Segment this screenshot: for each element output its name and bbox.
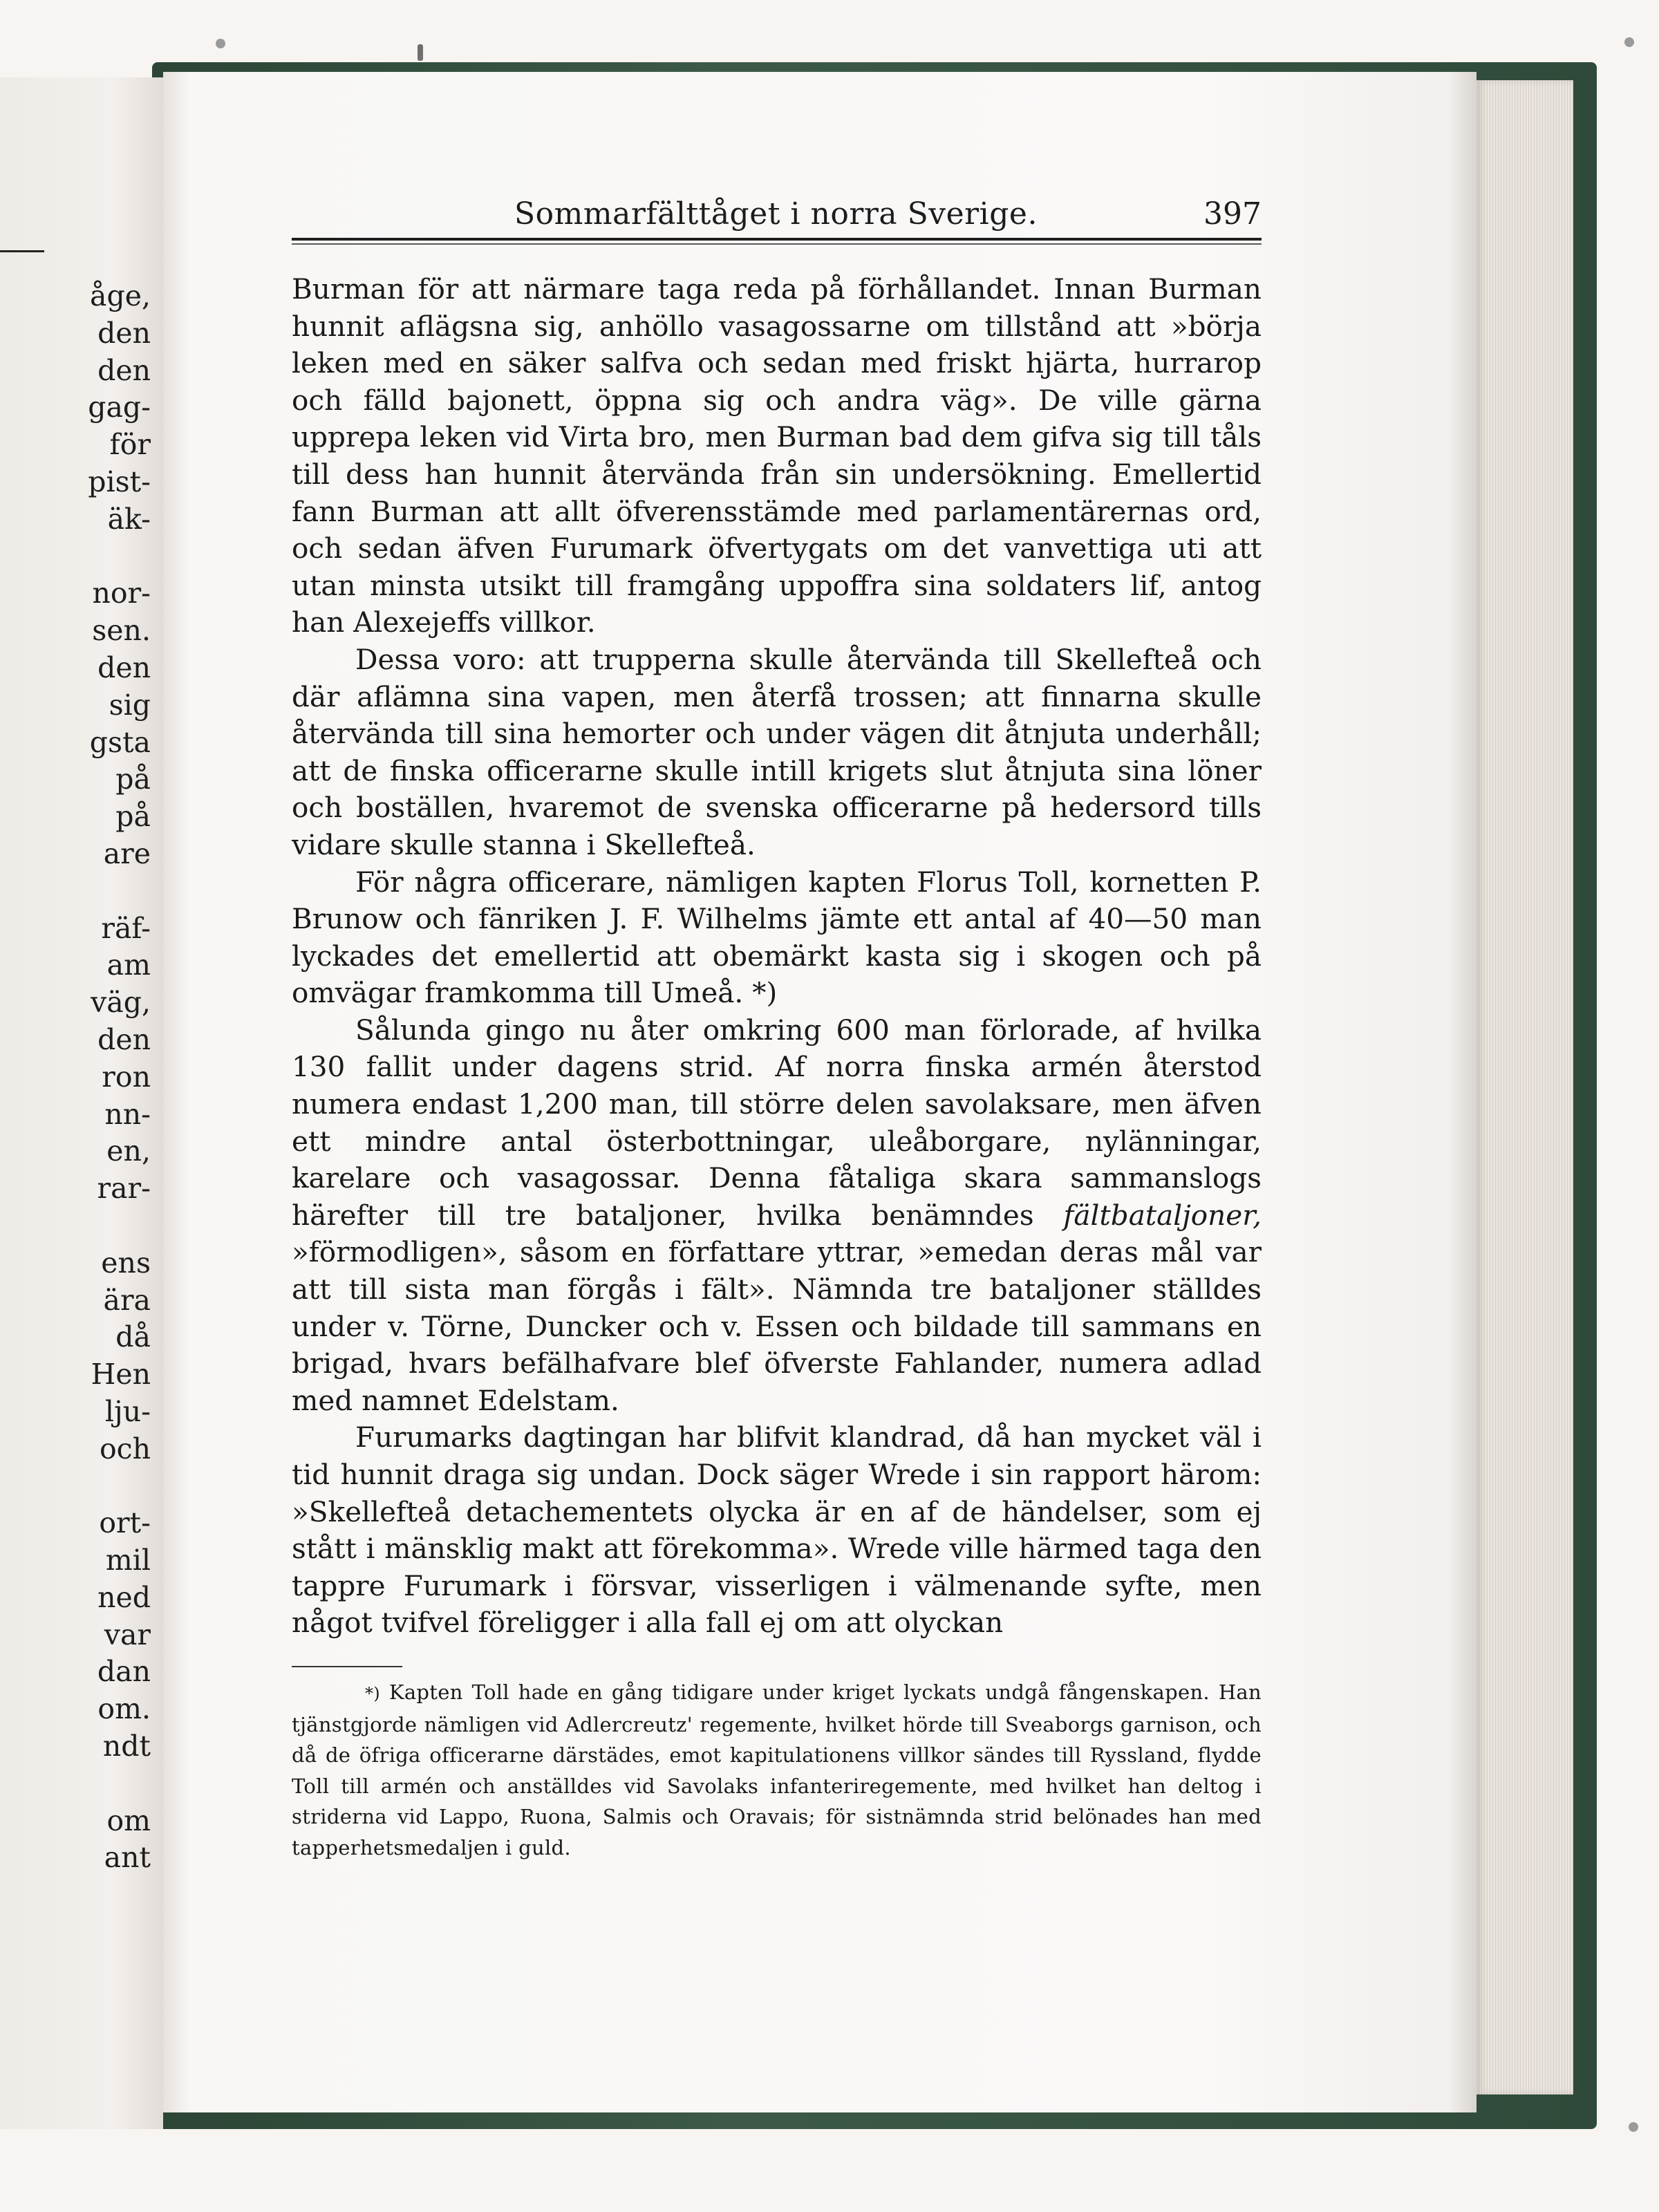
left-page-fragment: nor- (92, 577, 151, 610)
left-page-fragment (88, 873, 151, 910)
left-page-fragment: på (115, 762, 151, 796)
left-page-fragment: Hen (91, 1358, 151, 1391)
left-page-fragment: ort- (99, 1506, 151, 1540)
footnote-mark: *) (365, 1684, 380, 1703)
left-page-fragment: am (106, 948, 151, 982)
paragraph-3 (292, 864, 1262, 1012)
left-page-fragment: pist- (88, 465, 151, 498)
left-page-fragment: sen. (92, 614, 151, 648)
left-page-fragment: ant (104, 1841, 151, 1875)
footnote-rule (292, 1666, 402, 1667)
left-page-fragment (88, 1765, 151, 1803)
page-edges (1477, 80, 1573, 2094)
paragraph-4-text-a: Sålunda gingo nu åter omkring 600 man förlorade, af hvilka 130 fallit under dagens strid. Af norra finska armén återstod numera endast 1,200 man, till större delen savolaksare, men äfven ett mindre antal österbottningar, uleåborgare, nylänningar, karelare och vasagossar. Denna fåtaliga skara sammanslogs härefter till tre bataljoner, hvilka benämndes (292, 1013, 1262, 1232)
left-page-fragment: och (99, 1432, 151, 1465)
left-page-fragment: den (97, 650, 151, 684)
paragraph-4 (292, 1012, 1262, 1420)
pin-top-mid (418, 44, 423, 61)
left-page-rule (0, 250, 44, 252)
left-page-fragment: äk- (107, 502, 151, 536)
left-page-fragment: sig (109, 688, 151, 722)
footnote-reference: *) (752, 976, 778, 1010)
footnote-text: Kapten Toll hade en gång tidigare under kriget lyckats undgå fångenskapen. Han tjänstgjorde nämligen vid Adlercreutz' regemente, hvilket hörde till Sveaborgs garnison, och då de öfriga officerarne därstädes, emot kapitulationens villkor sändes till Ryssland, flydde Toll till armén och anställdes vid Savolaks infanteriregemente, med hvilket han deltog i striderna vid Lappo, Ruona, Salmis och Oravais; för sistnämnda strid belönades han med tapperhetsmedaljen i guld. (292, 1680, 1262, 1859)
left-page-fragment: var (104, 1618, 151, 1651)
paragraph-4-text-b: »förmodligen», såsom en författare yttrar, »emedan deras mål var att till sista man förgås i fält». Nämnda tre bataljoner ställdes under v. Törne, Duncker och v. Essen och bildade till sammans en brigad, hvars befälhafvare blef öfverste Fahlander, numera adlad med namnet Edelstam. (292, 1235, 1262, 1417)
left-page-fragment: ndt (102, 1730, 151, 1763)
header-rule (292, 238, 1262, 241)
left-page-fragment: ens (101, 1246, 151, 1280)
paragraph-2: Dessa voro: att trupperna skulle återvända till Skellefteå och där aflämna sina vapen, men återfå trossen; att finnarna skulle återvända till sina hemorter och under vägen dit åtnjuta underhåll; att de finska officerarne skulle intill krigets slut åtnjuta sina löner och boställen, hvaremot de svenska officerarne på hedersord tills vidare skulle stanna i Skellefteå. (292, 642, 1262, 861)
left-page-fragment: ned (97, 1580, 151, 1614)
left-page-fragment: om. (97, 1692, 151, 1726)
left-page-fragment (88, 1468, 151, 1506)
left-page-fragment: om (106, 1803, 151, 1837)
left-page-fragment: den (97, 353, 151, 387)
left-page-fragment: på (115, 800, 151, 834)
paragraph-5: Furumarks dagtingan har blifvit klandrad, då han mycket väl i tid hunnit draga sig undan. Dock säger Wrede i sin rapport härom: »Skellefteå detachementets olycka är en af de händelser, som ej stått i mänsklig makt att förekomma». Wrede ville härmed taga den tappre Furumark i försvar, visserligen i välmenande syfte, men något tvifvel föreligger i alla fall ej om att olyckan (292, 1421, 1262, 1640)
pin-top-left (216, 39, 225, 48)
left-page-fragment: en, (106, 1134, 151, 1168)
left-page-fragment (88, 538, 151, 576)
left-page-fragment: ära (103, 1283, 151, 1317)
left-page-fragment: are (103, 836, 151, 870)
paragraph-3-text: För några officerare, nämligen kapten Florus Toll, kornetten P. Brunow och fänriken J. F. Wilhelms jämte ett antal af 40—50 man lyckades det emellertid att obemärkt kasta sig i skogen och på omvägar framkomma till Umeå. (292, 865, 1262, 1010)
paragraph-1: Burman för att närmare taga reda på förhållandet. Innan Burman hunnit aflägsna sig, anhöllo vasagossarne om tillstånd att »börja leken med en säker salfva och sedan med friskt hjärta, hurrarop och fälld bajonett, öppna sig och andra väg». De ville gärna upprepa leken vid Virta bro, men Burman bad dem gifva sig till tåls till dess han hunnit återvända från sin undersökning. Emellertid fann Burman att allt öfverensstämde med parlamentärernas ord, och sedan äfven Furumark öfvertygats om det vanvettiga uti att utan minsta utsikt till framgång uppoffra sina soldaters lif, antog han Alexejeffs villkor. (292, 272, 1262, 639)
left-page-fragment (88, 1208, 151, 1245)
left-page-fragment: lju- (104, 1394, 151, 1428)
left-page-fragment: nn- (104, 1097, 151, 1131)
left-page-fragment: för (109, 428, 151, 462)
left-page-fragment: då (115, 1320, 151, 1354)
left-page (0, 77, 163, 2129)
page-number: 397 (1203, 196, 1262, 232)
running-head: Sommarfälttåget i norra Sverige. (514, 196, 1038, 232)
pin-bottom-right (1629, 2122, 1638, 2132)
italic-term: fältbataljoner, (1063, 1198, 1262, 1232)
header-rule-thin (292, 243, 1262, 245)
page-header (290, 192, 1262, 235)
left-page-fragment: räf- (101, 911, 151, 945)
left-page-fragment: rar- (97, 1172, 151, 1206)
left-page-fragment: väg, (91, 986, 151, 1020)
body-text (292, 271, 1262, 1642)
left-page-fragment: den (97, 1022, 151, 1056)
left-page-fragment: gsta (89, 725, 151, 759)
left-page-fragment: ron (102, 1060, 151, 1094)
pin-top-right (1624, 37, 1634, 47)
left-page-fragment: åge, (90, 279, 151, 312)
footnote (292, 1677, 1262, 1863)
left-page-fragment: gag- (88, 391, 151, 424)
left-page-text-fragments (88, 278, 151, 1877)
left-page-fragment: den (97, 316, 151, 350)
left-page-fragment: mil (105, 1544, 151, 1577)
left-page-fragment: dan (97, 1655, 151, 1689)
